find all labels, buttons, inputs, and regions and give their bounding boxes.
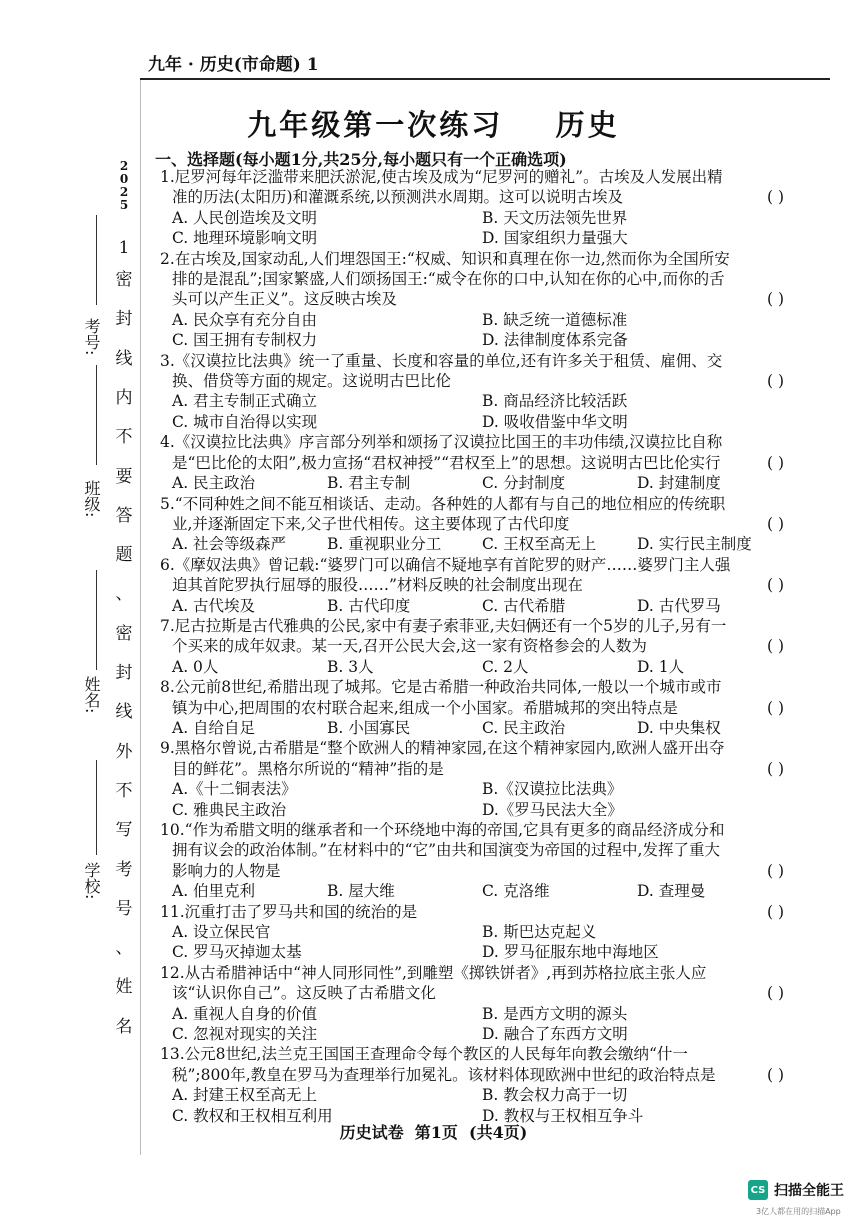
option-c: C. 国王拥有专制权力	[172, 331, 318, 350]
option-d: D. 罗马征服东地中海地区	[482, 943, 659, 962]
option-group	[160, 534, 792, 554]
seal-char: 考	[115, 859, 133, 880]
answer-blank: ( )	[766, 902, 784, 921]
option-a: A. 自给自足	[172, 718, 256, 737]
option-d: D. 法律制度体系完备	[482, 331, 628, 350]
option-a: A. 0人	[172, 657, 219, 676]
option-a: A.《十二铜表法》	[172, 780, 297, 799]
answer-blank: ( )	[766, 290, 784, 309]
question-stem: 6.《摩奴法典》曾记载:“婆罗门可以确信不疑地享有首陀罗的财产……婆罗门主人强迫其首陀罗执行屈辱的服役……”材料反映的社会制度出现在	[160, 555, 731, 595]
option-group	[160, 657, 792, 677]
option-group	[160, 1004, 792, 1045]
option-c: C. 罗马灭掉迦太基	[172, 943, 302, 962]
option-b: B. 斯巴达克起义	[482, 923, 597, 942]
option-c: C. 忽视对现实的关注	[172, 1025, 318, 1044]
option-group	[160, 391, 792, 432]
option-a: A. 民主政治	[172, 474, 256, 493]
label-exam-no: 考号:	[82, 318, 101, 356]
option-group	[160, 473, 792, 493]
seal-char: 封	[115, 309, 133, 330]
seal-char: 内	[115, 387, 133, 408]
answer-blank: ( )	[766, 637, 784, 656]
section-heading: 一、选择题(每小题1分,共25分,每小题只有一个正确选项)	[155, 150, 567, 169]
question-4	[160, 432, 792, 493]
option-a: A. 重视人自身的价值	[172, 1004, 318, 1023]
scanner-tagline: 3亿人都在用的扫描App	[756, 1207, 841, 1216]
question-stem: 7.尼古拉斯是古代雅典的公民,家中有妻子索菲亚,夫妇俩还有一个5岁的儿子,另有一个买来的成年奴隶。某一天,召开公民大会,这一家有资格参会的人数为	[160, 616, 727, 656]
field-line-name	[96, 570, 97, 670]
option-group	[160, 779, 792, 820]
question-stem: 10.“作为希腊文明的继承者和一个环绕地中海的帝国,它具有更多的商品经济成分和拥有议会的政治体制。”在材料中的“它”由共和国演变为帝国的过程中,发挥了重大影响力的人物是	[160, 821, 725, 880]
option-c: C. 王权至高无上	[482, 535, 597, 554]
answer-blank: ( )	[766, 759, 784, 778]
option-c: C. 城市自治得以实现	[172, 412, 318, 431]
option-group	[160, 596, 792, 616]
header-rule	[140, 78, 830, 80]
question-7	[160, 616, 792, 677]
option-group	[160, 881, 792, 901]
question-stem-block	[160, 167, 792, 208]
scanner-logo-icon: CS	[748, 1180, 768, 1200]
option-d: D. 1人	[637, 657, 685, 676]
option-b: B. 商品经济比较活跃	[482, 392, 628, 411]
seal-char: 、	[115, 584, 133, 605]
seal-char: 封	[115, 663, 133, 683]
option-c: C. 民主政治	[482, 718, 566, 737]
option-b: B.《汉谟拉比法典》	[482, 780, 623, 799]
option-group	[160, 718, 792, 738]
binding-margin-line	[140, 80, 141, 1155]
option-c: C. 2人	[482, 657, 529, 676]
question-list	[160, 167, 792, 1126]
option-d: D. 中央集权	[637, 718, 721, 737]
option-c: C. 克洛维	[482, 882, 550, 901]
option-a: A. 古代埃及	[172, 596, 256, 615]
question-stem: 9.黑格尔曾说,古希腊是“整个欧洲人的精神家园,在这个精神家园内,欧洲人盛开出夺目的鲜花”。黑格尔所说的“精神”指的是	[160, 739, 725, 778]
page-header: 九年 · 历史(市命题) 1	[148, 55, 319, 75]
seal-char: 写	[115, 820, 133, 841]
question-stem: 5.“不同种姓之间不能互相谈话、走动。各种姓的人都有与自己的地位相应的传统职业,并逐渐固定下来,父子世代相传。这主要体现了古代印度	[160, 494, 726, 533]
option-d: D.《罗马民法大全》	[482, 800, 623, 819]
scanner-watermark	[748, 1180, 844, 1200]
question-stem: 13.公元8世纪,法兰克王国国王查理命令每个教区的人民每年向教会缴纳“什一税”;800年,教皇在罗马为查理举行加冕礼。该材料体现欧洲中世纪的政治特点是	[160, 1045, 716, 1084]
seal-char: 密	[115, 623, 133, 644]
answer-blank: ( )	[766, 984, 784, 1003]
option-d: D. 实行民主制度	[637, 535, 752, 554]
option-a: A. 设立保民官	[172, 923, 271, 942]
question-8	[160, 677, 792, 738]
field-line-exam-no	[96, 215, 97, 305]
seal-char: 答	[115, 505, 133, 526]
option-c: C. 教权和王权相互利用	[172, 1106, 333, 1125]
field-line-class	[96, 365, 97, 465]
field-line-school	[96, 760, 97, 855]
option-b: B. 缺乏统一道德标准	[482, 310, 628, 329]
option-d: D. 古代罗马	[637, 596, 721, 615]
option-group	[160, 922, 792, 963]
option-b: B. 是西方文明的源头	[482, 1004, 628, 1023]
question-stem-block	[160, 555, 792, 596]
answer-blank: ( )	[766, 372, 784, 391]
question-stem-block	[160, 249, 792, 310]
question-13	[160, 1044, 792, 1126]
seal-char: 姓	[115, 977, 133, 998]
question-stem: 8.公元前8世纪,希腊出现了城邦。它是古希腊一种政治共同体,一般以一个城市或市镇为中心,把周围的农村联合起来,组成一个小国家。希腊城邦的突出特点是	[160, 678, 722, 717]
label-school: 学校:	[82, 862, 101, 900]
option-c: C. 古代希腊	[482, 596, 566, 615]
question-stem: 11.沉重打击了罗马共和国的统治的是	[160, 902, 418, 921]
question-stem-block	[160, 1044, 792, 1085]
answer-blank: ( )	[766, 514, 784, 533]
question-9	[160, 738, 792, 820]
seal-char: 、	[115, 938, 133, 959]
question-stem-block	[160, 351, 792, 392]
question-stem-block	[160, 963, 792, 1004]
option-a: A. 人民创造埃及文明	[172, 208, 318, 227]
question-stem-block	[160, 820, 792, 881]
seal-char: 线	[115, 348, 133, 369]
question-3	[160, 351, 792, 433]
question-stem: 4.《汉谟拉比法典》序言部分列举和颂扬了汉谟拉比国王的丰功伟绩,汉谟拉比自称是“巴比伦的太阳”,极力宣扬“君权神授”“君权至上”的思想。这说明古巴比伦实行	[160, 433, 723, 472]
option-c: C. 雅典民主政治	[172, 800, 287, 819]
question-stem-block	[160, 902, 792, 922]
page-title: 九年级第一次练习 历史	[247, 108, 620, 142]
option-d: D. 封建制度	[637, 474, 721, 493]
option-d: D. 查理曼	[637, 882, 706, 901]
question-stem: 12.从古希腊神话中“神人同形同性”,到雕塑《掷铁饼者》,再到苏格拉底主张人应该“认识你自己”。这反映了古希腊文化	[160, 963, 707, 1003]
option-group	[160, 208, 792, 249]
option-a: A. 社会等级森严	[172, 535, 287, 554]
option-b: B. 重视职业分工	[327, 535, 442, 554]
option-b: B. 教会权力高于一切	[482, 1086, 628, 1105]
option-a: A. 封建王权至高无上	[172, 1086, 318, 1105]
option-d: D. 教权与王权相互争斗	[482, 1106, 644, 1125]
answer-blank: ( )	[766, 576, 784, 595]
answer-blank: ( )	[766, 1065, 784, 1084]
question-stem-block	[160, 677, 792, 718]
option-a: A. 民众享有充分自由	[172, 310, 318, 329]
question-2	[160, 249, 792, 351]
question-stem-block	[160, 616, 792, 657]
seal-char: 线	[115, 702, 133, 723]
seal-char: 不	[115, 427, 133, 448]
seal-char: 不	[115, 780, 133, 801]
seal-char: 题	[115, 545, 133, 566]
answer-blank: ( )	[766, 861, 784, 880]
question-6	[160, 555, 792, 616]
side-month: 1	[118, 238, 130, 258]
answer-blank: ( )	[766, 188, 784, 207]
option-c: C. 地理环境影响文明	[172, 229, 318, 248]
question-12	[160, 963, 792, 1045]
seal-char: 密	[115, 270, 133, 290]
question-1	[160, 167, 792, 249]
label-class: 班级:	[82, 480, 101, 518]
question-stem: 1.尼罗河每年泛滥带来肥沃淤泥,使古埃及成为“尼罗河的赠礼”。古埃及人发展出精准的历法(太阳历)和灌溉系统,以预测洪水周期。这可以说明古埃及	[160, 168, 723, 207]
option-b: B. 古代印度	[327, 596, 411, 615]
side-year	[118, 160, 130, 212]
option-b: B. 天文历法领先世界	[482, 208, 628, 227]
question-stem: 3.《汉谟拉比法典》统一了重量、长度和容量的单位,还有许多关于租赁、雇佣、交换、借贷等方面的规定。这说明古巴比伦	[160, 351, 723, 391]
option-b: B. 小国寡民	[327, 718, 411, 737]
answer-blank: ( )	[766, 453, 784, 472]
option-d: D. 吸收借鉴中华文明	[482, 412, 628, 431]
option-d: D. 融合了东西方文明	[482, 1025, 628, 1044]
seal-char: 名	[115, 1016, 133, 1037]
seal-char: 外	[115, 741, 133, 762]
option-d: D. 国家组织力量强大	[482, 229, 628, 248]
option-a: A. 伯里克利	[172, 882, 256, 901]
seal-char: 要	[115, 466, 133, 487]
seal-char: 号	[115, 898, 133, 919]
option-group	[160, 310, 792, 351]
question-10	[160, 820, 792, 902]
question-stem-block	[160, 738, 792, 779]
option-a: A. 君主专制正式确立	[172, 392, 318, 411]
question-stem: 2.在古埃及,国家动乱,人们埋怨国王:“权威、知识和真理在你一边,然而你为全国所安排的是混乱”;国家繁盛,人们颂扬国王:“威令在你的口中,认知在你的心中,而你的舌头可以产生正义”。这反映古埃及	[160, 249, 730, 309]
label-name: 姓名:	[82, 676, 101, 714]
question-5	[160, 494, 792, 555]
question-stem-block	[160, 494, 792, 535]
option-b: B. 君主专制	[327, 474, 411, 493]
option-b: B. 屋大维	[327, 882, 395, 901]
option-b: B. 3人	[327, 657, 374, 676]
option-c: C. 分封制度	[482, 474, 566, 493]
question-stem-block	[160, 432, 792, 473]
side-year-text: 2025	[119, 159, 129, 212]
answer-blank: ( )	[766, 698, 784, 717]
question-11	[160, 902, 792, 963]
page-footer: 历史试卷 第1页 (共4页)	[339, 1123, 528, 1142]
scanner-name: 扫描全能王	[774, 1183, 844, 1199]
